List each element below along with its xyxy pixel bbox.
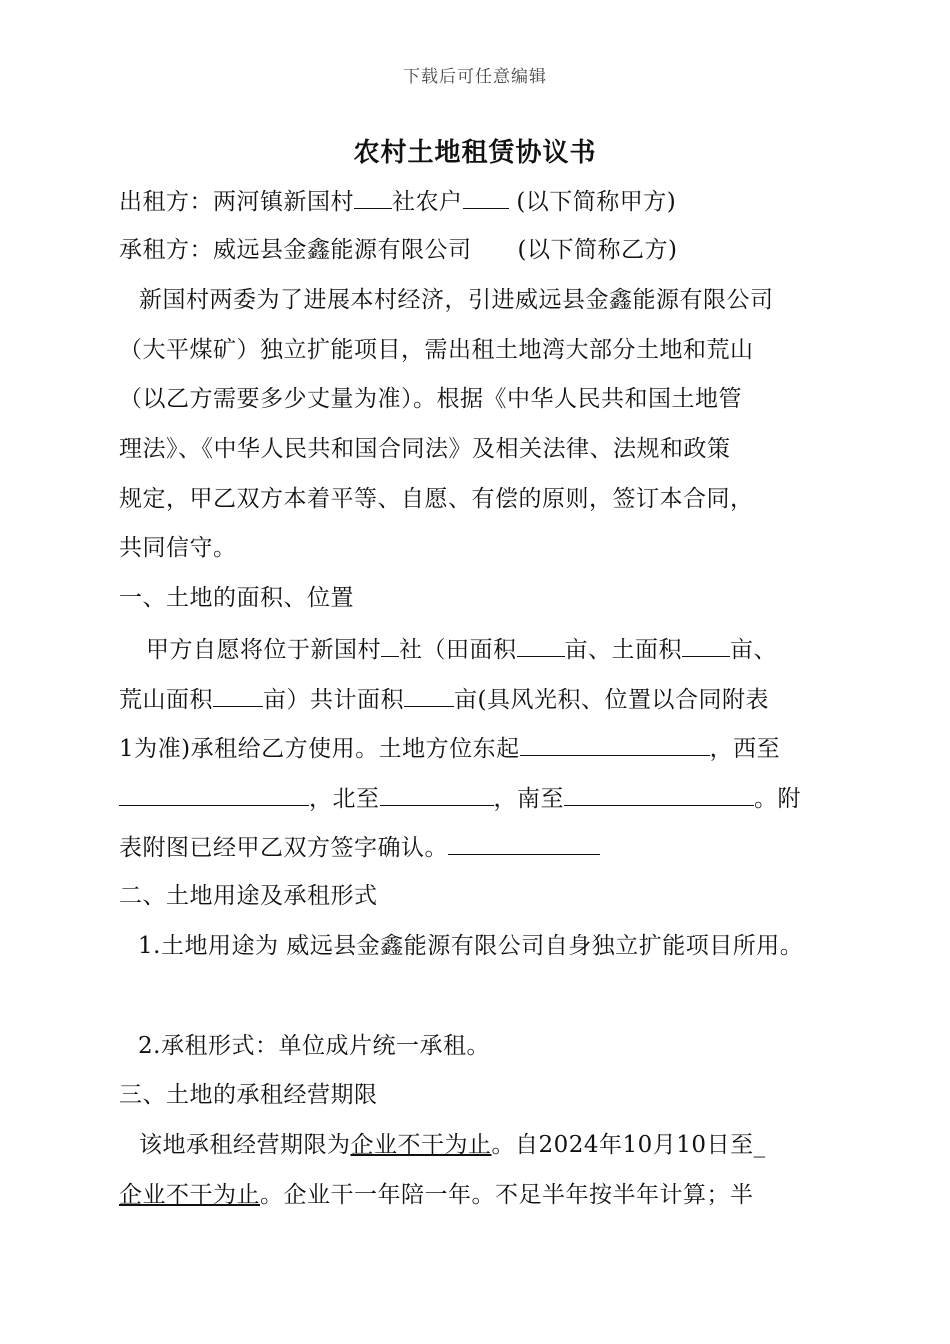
- underlined-term: 企业不干为止: [119, 1182, 260, 1208]
- section2-item: 1.土地用途为 威远县金鑫能源有限公司自身独立扩能项目所用。: [138, 933, 804, 959]
- blank-field: [404, 682, 454, 707]
- blank-field: [119, 781, 309, 806]
- text: 社（田面积: [399, 637, 517, 663]
- text: 亩、土面积: [564, 637, 682, 663]
- lessor-label: 出租方：两河镇新国村: [119, 189, 354, 215]
- blank-field: [682, 632, 730, 657]
- intro-line: 规定，甲乙双方本着平等、自愿、有偿的原则，签订本合同，: [119, 486, 754, 512]
- intro-line: 新国村两委为了进展本村经济，引进威远县金鑫能源有限公司: [139, 287, 774, 313]
- section2-heading: 二、土地用途及承租形式: [119, 883, 378, 909]
- lessee-label: 承租方：威远县金鑫能源有限公司: [119, 237, 472, 263]
- text: ，南至: [493, 786, 564, 812]
- text: ，北至: [309, 786, 380, 812]
- section3-heading: 三、土地的承租经营期限: [119, 1082, 378, 1108]
- document-title: 农村土地租赁协议书: [353, 138, 597, 168]
- text: 1为准)承租给乙方使用。土地方位东起: [119, 736, 520, 762]
- text: 。附: [754, 786, 801, 812]
- blank-field: [354, 184, 392, 209]
- text: ，西至: [709, 736, 781, 762]
- blank-field: [564, 781, 754, 806]
- intro-line: 理法》、《中华人民共和国合同法》及相关法律、法规和政策: [119, 436, 731, 462]
- intro-line: （以乙方需要多少丈量为准）。根据《中华人民共和国土地管: [119, 386, 742, 412]
- header-note: 下载后可任意编辑: [403, 67, 547, 87]
- blank-field: [517, 632, 565, 657]
- blank-field: [213, 682, 263, 707]
- text: 。企业干一年陪一年。不足半年按半年计算；半: [260, 1182, 754, 1208]
- section1-line: [119, 682, 769, 716]
- lessee-suffix: (以下简称乙方): [517, 237, 678, 263]
- text: 该地承租经营期限为: [139, 1132, 351, 1158]
- section3-line: [119, 1179, 754, 1211]
- text: 甲方自愿将位于新国村: [146, 637, 381, 663]
- text: 。自2024年10月10日至_: [491, 1132, 766, 1158]
- section1-line: [119, 830, 600, 864]
- section2-item: 2.承租形式：单位成片统一承租。: [138, 1033, 490, 1059]
- lessor-line: [119, 184, 676, 218]
- section1-line: [119, 731, 780, 765]
- section1-heading: 一、土地的面积、位置: [119, 585, 354, 611]
- intro-line: （大平煤矿）独立扩能项目，需出租土地湾大部分土地和荒山: [119, 337, 754, 363]
- section3-line: [139, 1129, 766, 1161]
- blank-field: [520, 731, 710, 756]
- lessee-line: [119, 234, 677, 266]
- text: 荒山面积: [119, 687, 213, 713]
- blank-field: [381, 632, 399, 657]
- section1-line: [146, 632, 777, 666]
- section1-line: [119, 781, 801, 815]
- lessor-mid: 社农户: [392, 189, 463, 215]
- text: 亩(具风光积、位置以合同附表: [454, 687, 769, 713]
- text: 亩）共计面积: [263, 687, 404, 713]
- underlined-term: 企业不干为止: [350, 1132, 492, 1158]
- lessor-suffix: (以下简称甲方): [516, 189, 677, 215]
- blank-field: [380, 781, 494, 806]
- text: 亩、: [730, 637, 777, 663]
- intro-line: 共同信守。: [119, 535, 237, 561]
- blank-field: [448, 830, 600, 855]
- blank-field: [463, 184, 509, 209]
- text: 表附图已经甲乙双方签字确认。: [119, 835, 448, 861]
